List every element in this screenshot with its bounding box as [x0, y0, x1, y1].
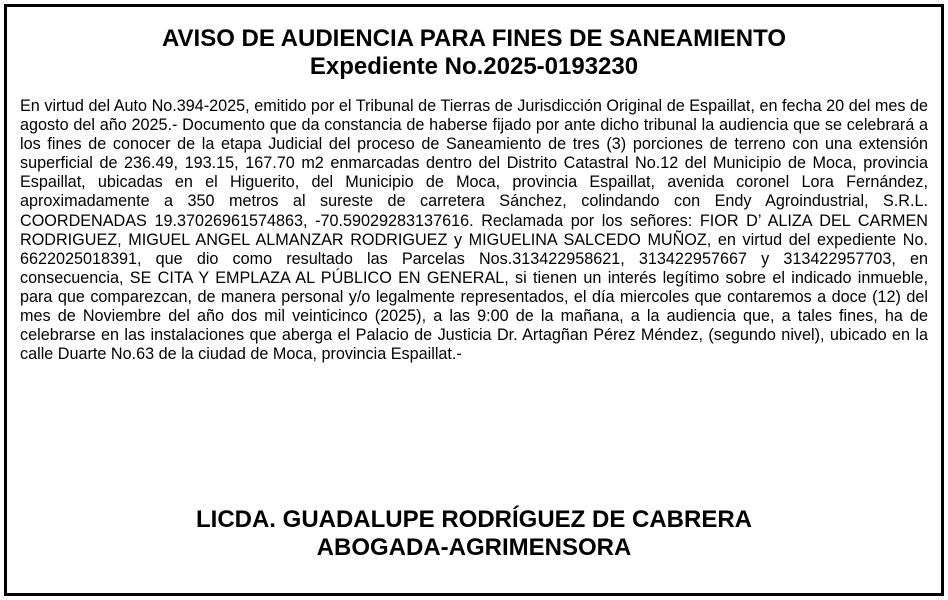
- case-number: Expediente No.2025-0193230: [309, 53, 639, 80]
- signatory-name: LICDA. GUADALUPE RODRÍGUEZ DE CABRERA: [195, 506, 752, 533]
- notice-body: En virtud del Auto No.394-2025, emitido por el Tribunal de Tierras de Jurisdicción Original de Espaillat, en fecha 20 del mes de agosto del año 2025.- Documento que da constancia de haberse fijado por ante dicho tribunal la audiencia que se celebrará a los fines de conocer de la etapa Judicial del proceso de Saneamiento de tres (3) porciones de terreno con una extensión superficial de 236.49, 193.15, 167.70 m2 enmarcadas dentro del Distrito Catastral No.12 del Municipio de Moca, provincia Espaillat, ubicadas en el Higuerito, del Municipio de Moca, provincia Espaillat, avenida coronel Lora Fernández, aproximadamente a 350 metros al sureste de carretera Sánchez, colindando con Endy Agroindustrial, S.R.L. COORDENADAS 19.37026961574863, -70.59029283137616. Reclamada por los señores: FIOR D’ ALIZA DEL CARMEN RODRIGUEZ, MIGUEL ANGEL ALMANZAR RODRIGUEZ y MIGUELINA SALCEDO MUÑOZ, en virtud del expediente No. 6622025018391, que dio como resultado las Parcelas Nos.313422958621, 313422957667 y 313422957703, en consecuencia, SE CITA Y EMPLAZA AL PÚBLICO EN GENERAL, si tienen un interés legítimo sobre el indicado inmueble, para que comparezcan, de manera personal y/o legalmente representados, el día miercoles que contaremos a doce (12) del mes de Noviembre del año dos mil veinticinco (2025), a las 9:00 de la mañana, a la audiencia que, a tales fines, ha de celebrarse en las instalaciones que aberga el Palacio de Justicia Dr. Artagñan Pérez Méndez, (segundo nivel), ubicado en la calle Duarte No.63 de la ciudad de Moca, provincia Espaillat.-: [20, 97, 928, 364]
- notice-title: AVISO DE AUDIENCIA PARA FINES DE SANEAMIENTO: [161, 25, 787, 52]
- signatory-title: ABOGADA-AGRIMENSORA: [316, 534, 632, 561]
- legal-notice: [4, 4, 944, 596]
